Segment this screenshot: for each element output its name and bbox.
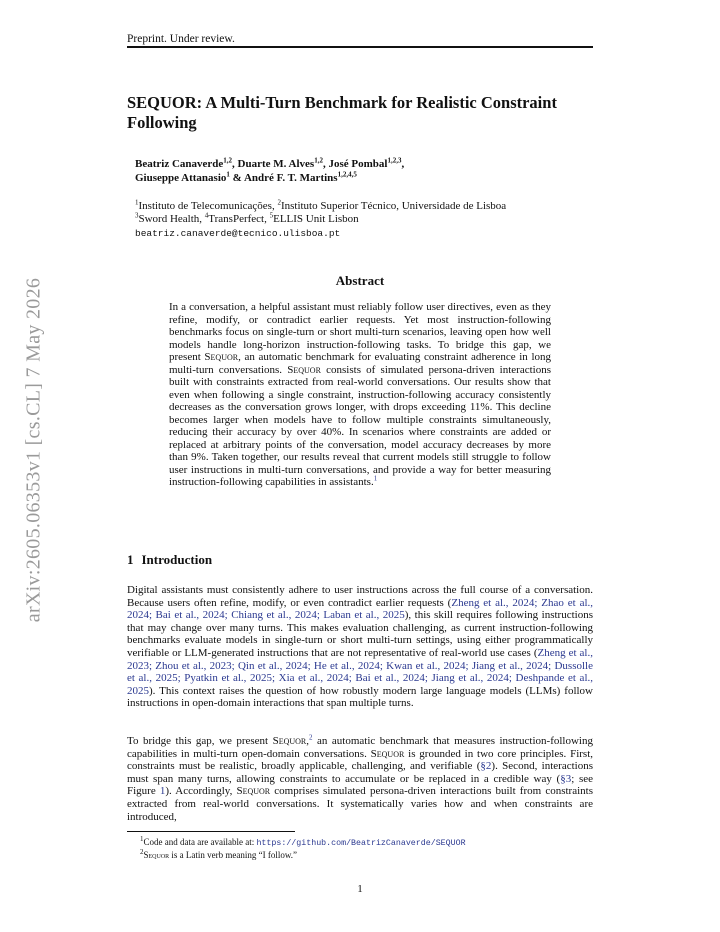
intro-paragraph-2: To bridge this gap, we present Sequor,$^2$ an automatic benchmark that measures instruction-following capabilities in multi-turn open-domain conversations. Sequor is grounded in two core principles. First, constraints must be realistic, broadly applicable, challenging, and verifiable (§2). Second, interactions must span many turns, allowing constraints to accumulate or be replaced in a credible way (§3; see Figure 1). Accordingly, Sequor comprises simulated persona-driven interactions built from constraints extracted from real-world conversations. It systematically varies how and when constraints are introduced,: [127, 733, 593, 823]
abstract-heading: Abstract: [335, 273, 385, 288]
benchmark-name: Sequor: [370, 747, 405, 760]
arxiv-stamp-text: arXiv:2605.06353v1 [cs.CL] 7 May 2026: [22, 277, 45, 623]
contact-email[interactable]: beatriz.canaverde@tecnico.ulisboa.pt: [135, 228, 341, 239]
abstract-text: consists of simulated persona-driven interactions built with constraints extracted from real-world conversations. Our results show that even when following a single constraint, instruction-following accuracy consistently decreases as the conversation grows longer, with drops exceeding 11%. This decline becomes larger when models have to follow multiple constraints simultaneously, reducing their accuracy by over 40%. In scenarios where constraints are added or replaced at arbitrary points of the conversation, model accuracy decreases by more than 9%. Taken together, our results reveal that current models still struggle to follow user instructions in multi-turn conversations, and provide a way for better measuring instruction-following capabilities in assistants.: [169, 363, 552, 488]
body-text: Digital assistants must consistently adhere to user instructions across the full course of a conversation. Because users often refine, modify, or even contradict earlier requests (: [127, 584, 593, 609]
citation-link[interactable]: Zheng et al., 2024; Zhao et al., 2024; Bai et al., 2024; Chiang et al., 2024; Laban et al., 2025: [127, 596, 594, 622]
footnote-link[interactable]: 1: [373, 474, 378, 483]
body-text: comprises simulated persona-driven interactions built from constraints extracted from real-world conversations. It systematically varies how and when constraints are introduced,: [127, 785, 593, 823]
affiliation: Sword Health: [138, 213, 200, 225]
affiliation: Instituto de Telecomunicações: [138, 200, 272, 212]
abstract-body: [169, 301, 551, 489]
author-affil-sup: 1,2: [223, 156, 233, 165]
section-ref-link[interactable]: §2: [480, 760, 492, 773]
abstract-text: , an automatic benchmark for evaluating constraint adherence in long multi-turn conversations.: [169, 351, 552, 376]
benchmark-name: Sequor: [204, 351, 239, 363]
author-name: Duarte M. Alves: [237, 158, 315, 170]
author-line-2: Giuseppe Attanasio$^1$ & André F. T. Martins$^{1,2,4,5}$: [135, 170, 357, 184]
author-affil-sup: 1: [226, 170, 230, 179]
benchmark-name: Sequor: [143, 850, 170, 860]
affiliations: [135, 200, 595, 226]
intro-paragraph-1: [127, 584, 593, 710]
author-affil-sup: 1,2: [314, 156, 323, 165]
figure-ref-link[interactable]: 1: [159, 785, 166, 798]
body-text: ; see Figure: [127, 772, 593, 798]
page-number: 1: [357, 883, 363, 895]
footnote-link[interactable]: 2: [309, 733, 313, 742]
header-rule: [127, 46, 593, 48]
footnote-number: 1: [140, 835, 144, 843]
section-ref-link[interactable]: §3: [560, 772, 572, 785]
author-name: José Pombal: [328, 158, 388, 170]
body-text: ). Second, interactions must span many turns, allowing constraints to accumulate or be replaced in a credible way (: [127, 760, 593, 785]
footnote-text: is a Latin verb meaning “I follow.”: [169, 850, 298, 860]
affiliation: ELLIS Unit Lisbon: [273, 213, 359, 225]
author-line-1: Beatriz Canaverde$^{1,2}$, Duarte M. Alves$^{1,2}$, José Pombal$^{1,2,3}$,: [135, 156, 405, 170]
benchmark-name: Sequor: [287, 363, 321, 376]
abstract-text: In a conversation, a helpful assistant must reliably follow user directives, even as they refine, modify, or contradict earlier requests. Yet most instruction-following benchmarks focus on single-turn or short multi-turn scenarios, leaving open how well models handle long-horizon instruction-following tasks. To bridge this gap, we present: [169, 301, 551, 363]
body-text: ). This context raises the question of how robustly modern large language models (LLMs) follow instructions in open-domain interactions that span multiple turns.: [127, 684, 593, 710]
body-text: ). Accordingly,: [165, 785, 237, 798]
section-title: Introduction: [141, 552, 213, 567]
body-text: To bridge this gap, we present: [127, 735, 273, 747]
author-name: Beatriz Canaverde: [135, 158, 224, 170]
body-text: is grounded in two core principles. First, constraints must be realistic, broadly applicable, challenging, and verifiable (: [127, 747, 593, 773]
author-affil-sup: 1,2,3: [387, 156, 402, 165]
paper-title: SEQUOR: A Multi-Turn Benchmark for Realistic Constraint Following: [127, 93, 557, 132]
affiliation: Instituto Superior Técnico, Universidade de Lisboa: [280, 200, 507, 212]
body-text: ), this skill requires following instructions that may change over many turns. This makes evaluation challenging, as current instruction-following benchmarks evaluate models in single-turn or short multi-turn settings, using either programmatically verifiable or LLM-generated instructions that are not representative of real-world use cases (: [127, 609, 593, 659]
author-affil-sup: 1,2,4,5: [337, 170, 357, 179]
benchmark-name: Sequor: [272, 735, 307, 747]
affiliation-line-1: $^1$Instituto de Telecomunicações, $^2$Instituto Superior Técnico, Universidade de Lisboa: [135, 198, 507, 212]
footnote-rule: [127, 831, 295, 832]
affiliation: TransPerfect: [208, 213, 265, 225]
footnote-text: Code and data are available at:: [143, 837, 257, 847]
footnote-1: [140, 837, 466, 848]
body-text: an automatic benchmark that measures instruction-following capabilities in multi-turn open-domain conversations.: [127, 735, 593, 760]
author-list: [135, 157, 595, 185]
section-heading-introduction: [127, 552, 212, 568]
code-url-link[interactable]: https://github.com/BeatrizCanaverde/SEQUOR: [256, 839, 466, 848]
author-name: André F. T. Martins: [243, 172, 338, 184]
citation-link[interactable]: Zheng et al., 2023; Zhou et al., 2023; Qin et al., 2024; He et al., 2024; Kwan et al., 2024; Jiang et al., 2024; Dussolle et al., 2025; Pyatkin et al., 2025; Xia et al., 2024; Bai et al., 2024; Jiang et al., 2024; Deshpande et al., 2025: [127, 646, 593, 697]
affil-sup: 5: [269, 211, 274, 220]
section-number: 1: [127, 552, 134, 567]
benchmark-name: Sequor: [236, 785, 271, 798]
author-name: Giuseppe Attanasio: [135, 172, 227, 184]
affiliation-line-2: $^3$Sword Health, $^4$TransPerfect, $^5$ELLIS Unit Lisbon: [135, 211, 359, 225]
affil-sup: 3: [135, 211, 139, 220]
affil-sup: 4: [204, 211, 209, 220]
affil-sup: 2: [277, 198, 281, 207]
footnote-number: 2: [140, 848, 144, 856]
footnote-2: [140, 850, 297, 860]
affil-sup: 1: [135, 198, 139, 207]
running-header: Preprint. Under review.: [127, 33, 235, 45]
